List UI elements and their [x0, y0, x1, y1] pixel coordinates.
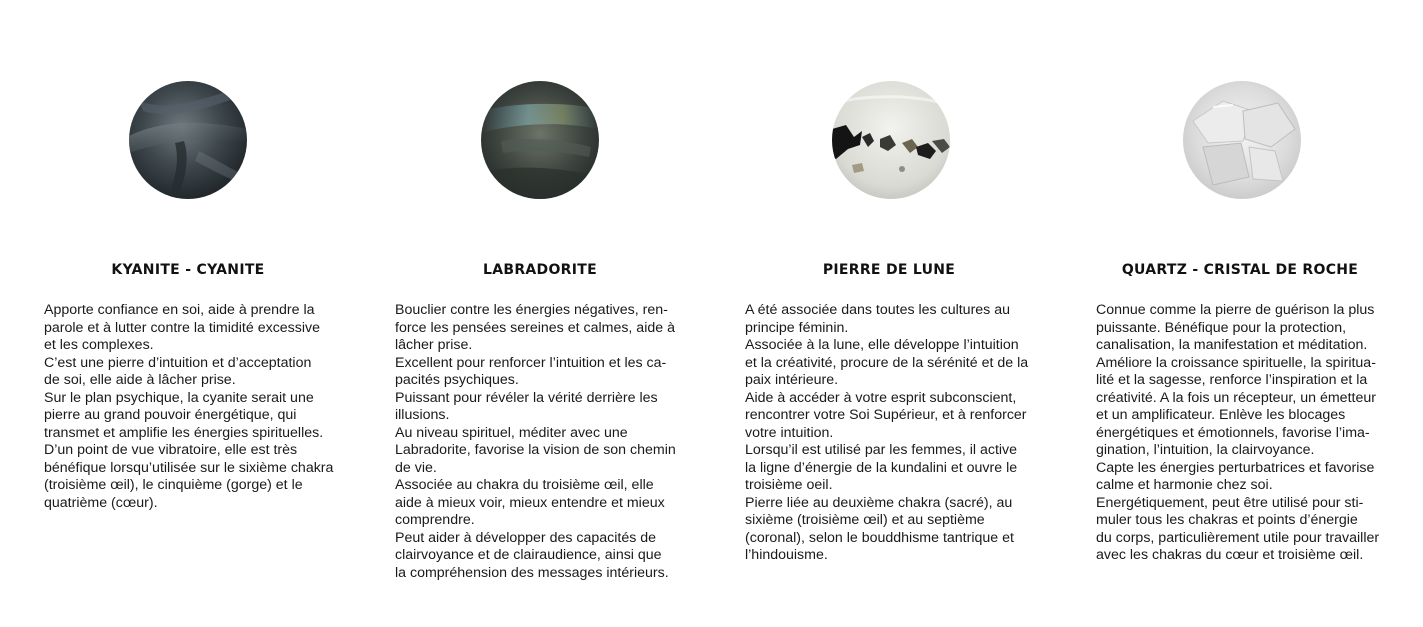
stone-description: Connue comme la pierre de guérison la plus puissante. Bénéfique pour la protection, canalisation, la manifestation et méditation. Améliore la croissance spirituelle, la spiritua- lité et la sagesse, renforce l’inspiration et la créativité. A la fois un récepteur, un émetteur et un amplificateur. Enlève les blocages énergétiques et émotionnels, favorise l’ima- gination, l’intuition, la clairvoyance. Capte les énergies perturbatrices et favorise calme et harmonie chez soi. Energétiquement, peut être utilisé pour sti- muler tous les chakras et points d’énergie du corps, particulièrement utile pour travailler avec les chakras du cœur et troisième œil. — [1096, 302, 1380, 563]
moonstone-stone-icon — [832, 81, 950, 199]
stone-title: LABRADORITE — [483, 262, 597, 278]
quartz-stone-icon — [1183, 81, 1301, 199]
stone-description: Bouclier contre les énergies négatives, ren- force les pensées sereines et calmes, aide à lâcher prise. Excellent pour renforcer l’intuition et les ca- pacités psychiques. Puissant pour révéler la vérité derrière les illusions. Au niveau spirituel, méditer avec une Labradorite, favorise la vision de son chemin de vie. Associée au chakra du troisième œil, elle aide à mieux voir, mieux entendre et mieux comprendre. Peut aider à développer des capacités de clairvoyance et de clairaudience, ainsi que la compréhension des messages intérieurs. — [395, 302, 676, 581]
stone-title: KYANITE - CYANITE — [111, 262, 265, 278]
stone-title: PIERRE DE LUNE — [822, 262, 956, 278]
stone-description: Apporte confiance en soi, aide à prendre la parole et à lutter contre la timidité excessive et les complexes. C’est une pierre d’intuition et d’acceptation de soi, elle aide à lâcher prise. Sur le plan psychique, la cyanite serait une pierre au grand pouvoir énergétique, qui transmet et amplifie les énergies spirituelles. D’un point de vue vibratoire, elle est très bénéfique lorsqu’utilisée sur le sixième chakra (troisième œil), le cinquième (gorge) et le quatrième (cœur). — [44, 302, 334, 511]
stone-description: A été associée dans toutes les cultures au principe féminin. Associée à la lune, elle développe l’intuition et la créativité, procure de la sérénité et de la paix intérieure. Aide à accéder à votre esprit subconscient, rencontrer votre Soi Supérieur, et à renforcer votre intuition. Lorsqu’il est utilisé par les femmes, il active la ligne d’énergie de la kundalini et ouvre le troisième oeil. Pierre liée au deuxième chakra (sacré), au sixième (troisième œil) et au septième (coronal), selon le bouddhisme tantrique et l’hindouisme. — [745, 302, 1029, 563]
stone-title: QUARTZ - CRISTAL DE ROCHE — [1121, 262, 1359, 278]
kyanite-stone-icon — [129, 81, 247, 199]
labradorite-stone-icon — [481, 81, 599, 199]
